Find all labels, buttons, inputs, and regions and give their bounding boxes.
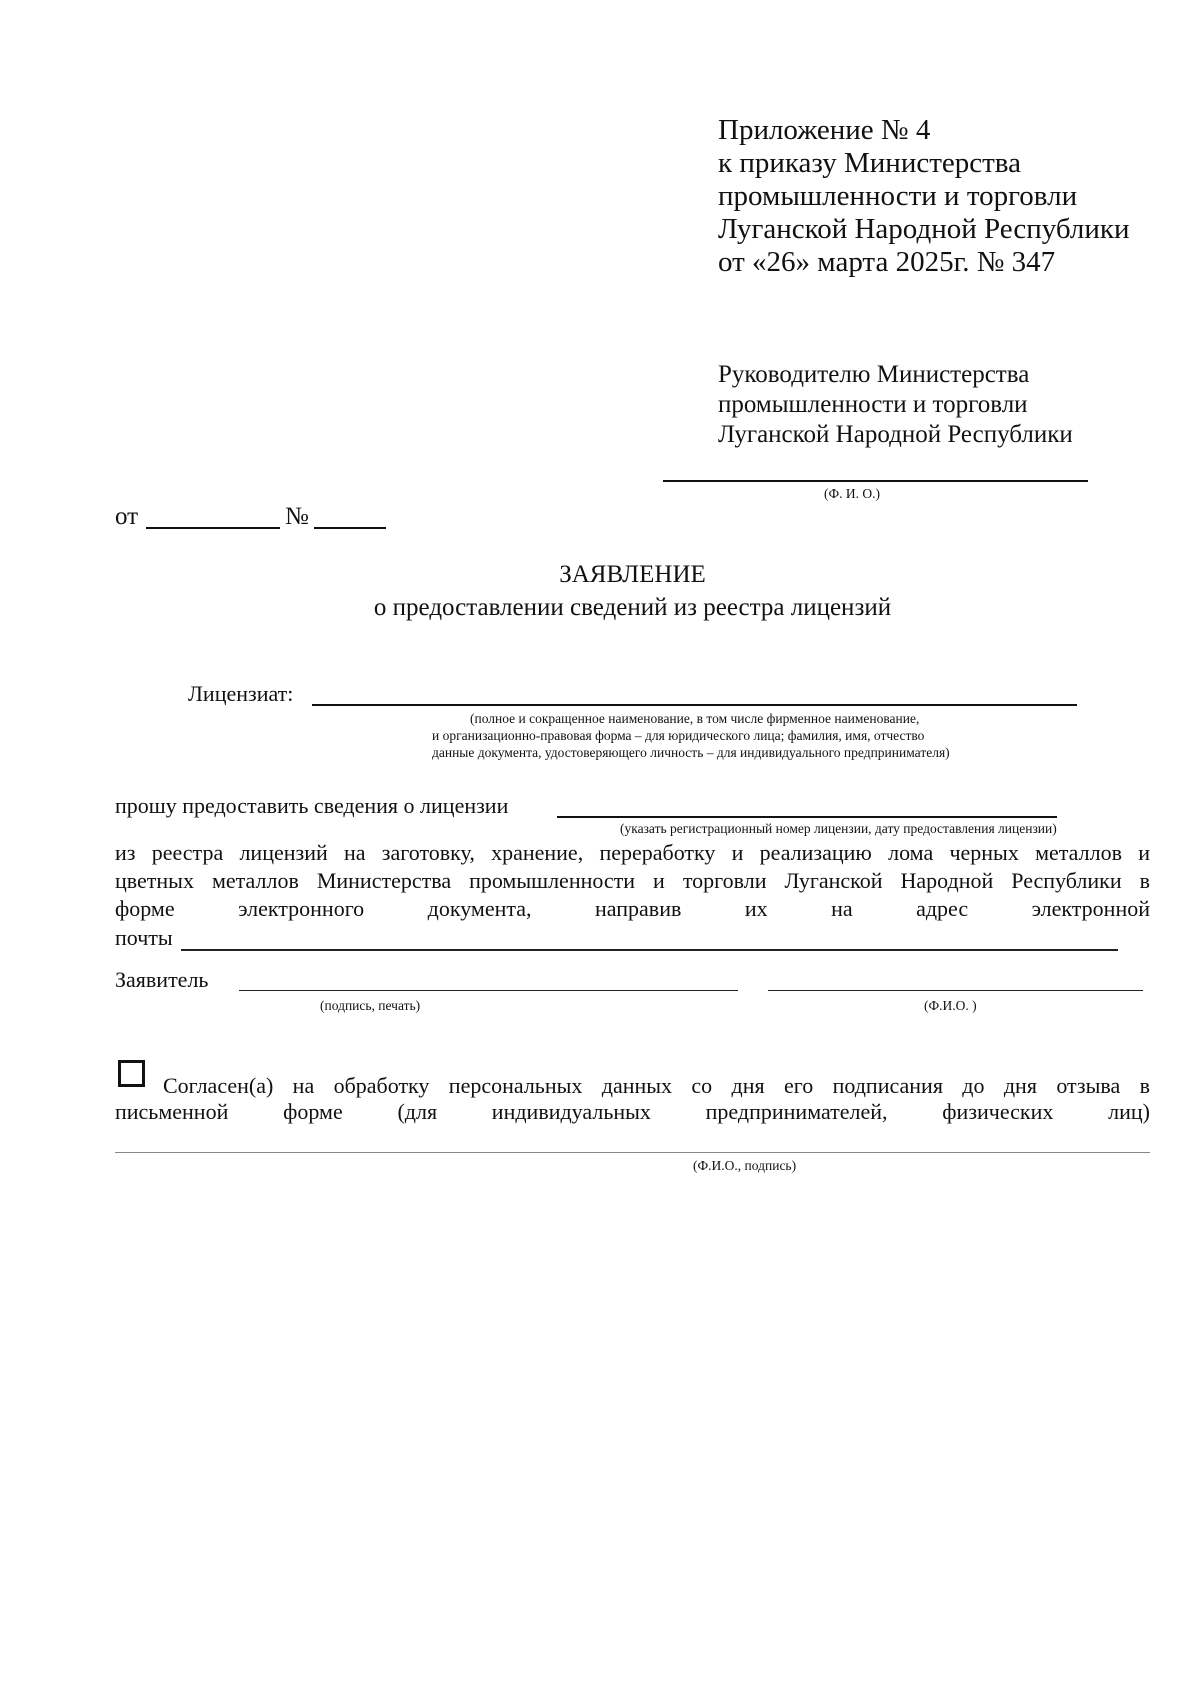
licensee-caption-1: (полное и сокращенное наименование, в том числе фирменное наименование, xyxy=(470,711,920,726)
number-label: № xyxy=(285,503,309,530)
number-field[interactable] xyxy=(314,527,386,529)
license-number-field[interactable] xyxy=(557,816,1057,818)
applicant-label: Заявитель xyxy=(115,967,209,992)
appendix-line-5: от «26» марта 2025г. № 347 xyxy=(718,246,1056,278)
licensee-label: Лицензиат: xyxy=(188,681,294,706)
consent-checkbox[interactable] xyxy=(118,1060,145,1087)
request-caption: (указать регистрационный номер лицензии, дату предоставления лицензии) xyxy=(620,821,1057,836)
request-text-line-2: цветных металлов Министерства промышленности и торговли Луганской Народной Республики в xyxy=(115,868,1150,893)
addressee-line-1: Руководителю Министерства xyxy=(718,361,1030,388)
consent-line-1: Согласен(а) на обработку персональных данных со дня его подписания до дня отзыва в xyxy=(163,1073,1150,1098)
licensee-caption-2: и организационно-правовая форма – для юридического лица; фамилия, имя, отчество xyxy=(432,728,925,743)
consent-line-2: письменной форме (для индивидуальных предпринимателей, физических лиц) xyxy=(115,1099,1150,1124)
request-text-line-1: из реестра лицензий на заготовку, хранение, переработку и реализацию лома черных металлов и xyxy=(115,840,1150,865)
appendix-line-2: к приказу Министерства xyxy=(718,147,1021,179)
date-field[interactable] xyxy=(146,527,280,529)
email-label: почты xyxy=(115,925,173,950)
appendix-line-4: Луганской Народной Республики xyxy=(718,213,1130,245)
applicant-fio-field[interactable] xyxy=(768,990,1143,991)
addressee-fio-field[interactable] xyxy=(663,480,1088,482)
date-label: от xyxy=(115,503,139,530)
consent-caption: (Ф.И.О., подпись) xyxy=(693,1158,797,1173)
appendix-line-3: промышленности и торговли xyxy=(718,180,1078,212)
licensee-caption-3: данные документа, удостоверяющего личность – для индивидуального предпринимателя) xyxy=(432,745,950,760)
document-title: ЗАЯВЛЕНИЕ xyxy=(559,561,706,588)
applicant-fio-caption: (Ф.И.О. ) xyxy=(924,998,977,1013)
consent-signature-field[interactable] xyxy=(115,1152,1150,1153)
request-label: прошу предоставить сведения о лицензии xyxy=(115,793,509,818)
document-subtitle: о предоставлении сведений из реестра лицензий xyxy=(373,594,892,621)
addressee-fio-caption: (Ф. И. О.) xyxy=(824,486,881,501)
appendix-line-1: Приложение № 4 xyxy=(718,114,931,146)
addressee-line-2: промышленности и торговли xyxy=(718,391,1028,418)
request-text-line-3: форме электронного документа, направив их на адрес электронной xyxy=(115,896,1150,921)
addressee-line-3: Луганской Народной Республики xyxy=(718,421,1073,448)
licensee-field[interactable] xyxy=(312,704,1077,706)
email-field[interactable] xyxy=(181,949,1118,951)
applicant-signature-caption: (подпись, печать) xyxy=(320,998,421,1013)
applicant-signature-field[interactable] xyxy=(239,990,738,991)
